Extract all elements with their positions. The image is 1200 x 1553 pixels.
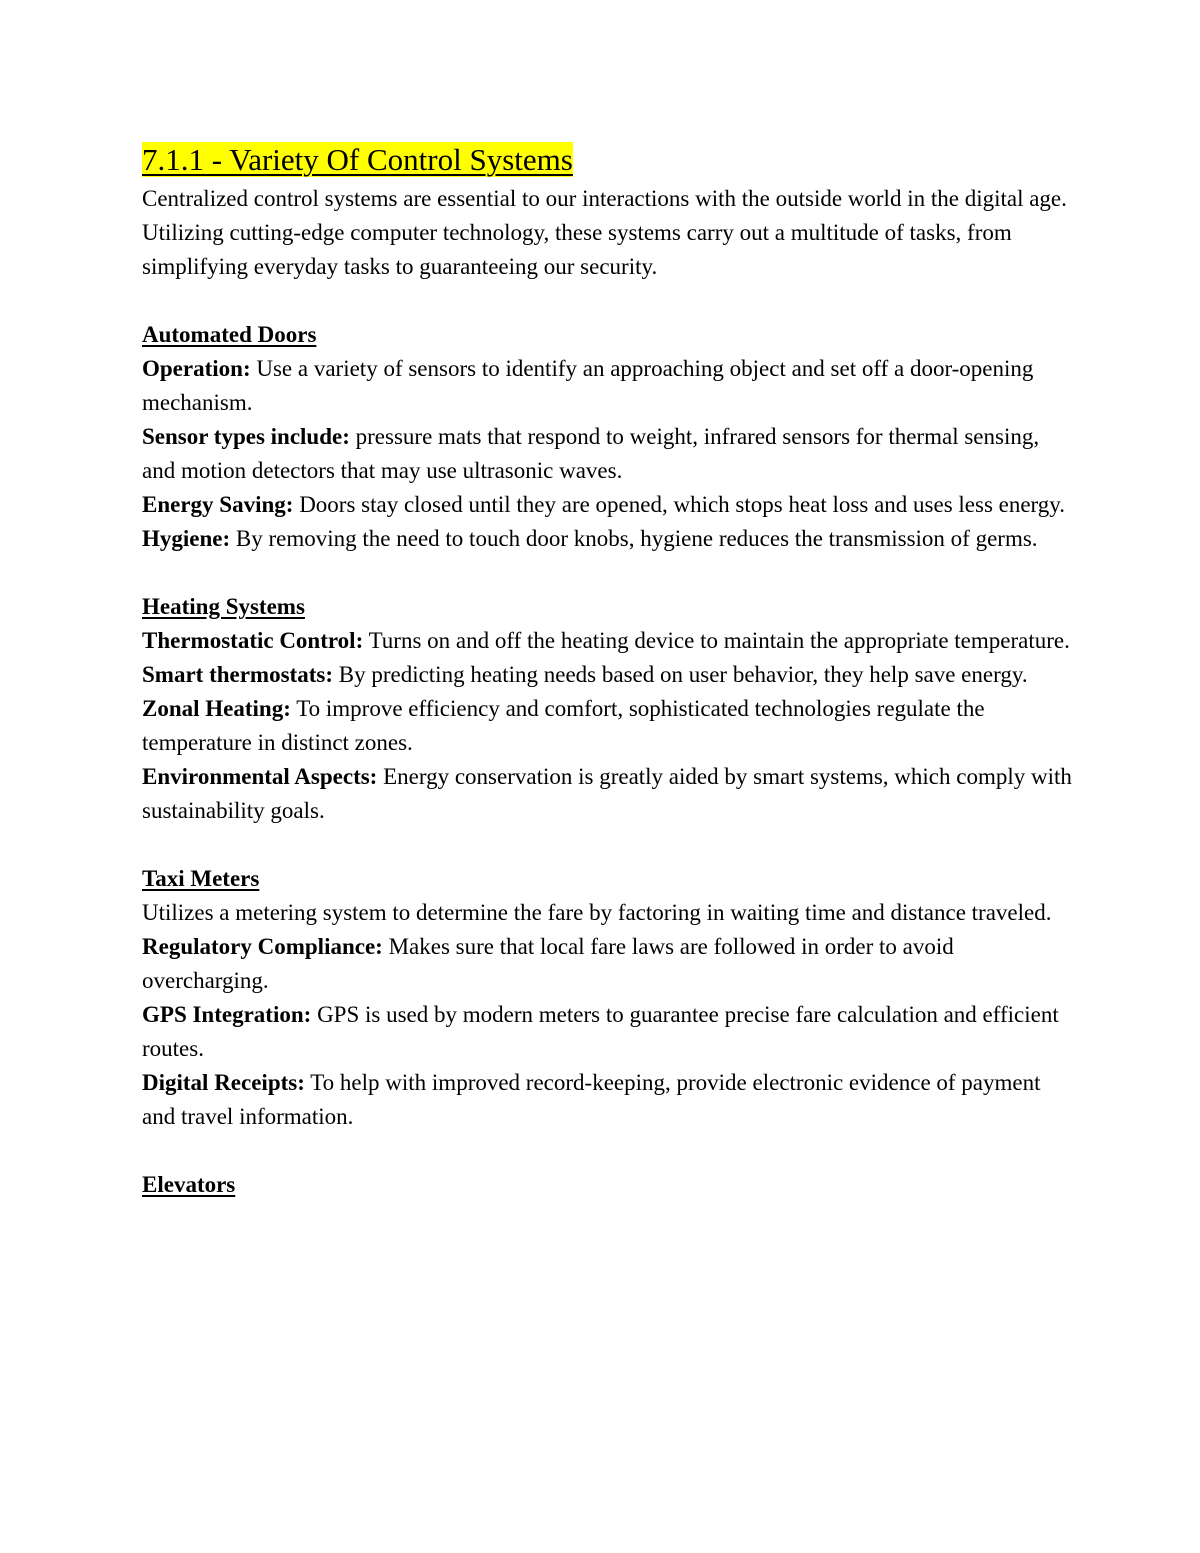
document-content: [142, 140, 1072, 1202]
definition-text: Doors stay closed until they are opened, which stops heat loss and uses less energy.: [293, 492, 1066, 517]
definition-item: [142, 522, 1072, 556]
definition-term: GPS Integration:: [142, 1002, 312, 1027]
document-title-highlight: 7.1.1 - Variety Of Control Systems: [142, 142, 573, 177]
definition-term: Smart thermostats:: [142, 662, 333, 687]
definition-term: Thermostatic Control:: [142, 628, 364, 653]
section-heading-taxi-meters: Taxi Meters: [142, 866, 260, 891]
definition-text: By predicting heating needs based on user behavior, they help save energy.: [332, 662, 1028, 687]
definition-item: [142, 930, 1072, 998]
definition-text: GPS is used by modern meters to guarantee precise fare calculation and efficient routes.: [142, 1002, 1059, 1061]
definition-term: Regulatory Compliance:: [142, 934, 383, 959]
definition-text: By removing the need to touch door knobs, hygiene reduces the transmission of germs.: [230, 526, 1038, 551]
definition-item: [142, 488, 1072, 522]
section-heading-heating-systems: Heating Systems: [142, 594, 305, 619]
definition-text: pressure mats that respond to weight, infrared sensors for thermal sensing, and motion detectors that may use ultrasonic waves.: [142, 424, 1040, 483]
definition-term: Sensor types include:: [142, 424, 350, 449]
definition-item: [142, 998, 1072, 1066]
definition-item: [142, 760, 1072, 828]
definition-text: Energy conservation is greatly aided by smart systems, which comply with sustainability goals.: [142, 764, 1072, 823]
paragraph-spacer: [142, 284, 1072, 318]
definition-term: Energy Saving:: [142, 492, 294, 517]
section-intro: Utilizes a metering system to determine the fare by factoring in waiting time and distance traveled.: [142, 900, 1052, 925]
definition-term: Hygiene:: [142, 526, 231, 551]
definition-term: Digital Receipts:: [142, 1070, 305, 1095]
definition-text: Makes sure that local fare laws are followed in order to avoid overcharging.: [142, 934, 954, 993]
definition-item: [142, 624, 1072, 658]
definition-text: To improve efficiency and comfort, sophisticated technologies regulate the temperature in distinct zones.: [142, 696, 985, 755]
definition-item: [142, 420, 1072, 488]
intro-paragraph: Centralized control systems are essential to our interactions with the outside world in the digital age. Utilizing cutting-edge computer technology, these systems carry out a multitude of tasks, from simplifying everyday tasks to guaranteeing our security.: [142, 186, 1067, 279]
definition-text: To help with improved record-keeping, provide electronic evidence of payment and travel information.: [142, 1070, 1041, 1129]
definition-item: [142, 352, 1072, 420]
paragraph-spacer: [142, 1134, 1072, 1168]
paragraph-spacer: [142, 556, 1072, 590]
section-heading-elevators: Elevators: [142, 1172, 236, 1197]
definition-term: Operation:: [142, 356, 251, 381]
definition-item: [142, 658, 1072, 692]
definition-text: Use a variety of sensors to identify an approaching object and set off a door-opening mechanism.: [142, 356, 1034, 415]
definition-item: [142, 1066, 1072, 1134]
definition-term: Environmental Aspects:: [142, 764, 378, 789]
definition-text: Turns on and off the heating device to maintain the appropriate temperature.: [363, 628, 1070, 653]
paragraph-spacer: [142, 828, 1072, 862]
section-heading-automated-doors: Automated Doors: [142, 322, 317, 347]
definition-term: Zonal Heating:: [142, 696, 291, 721]
document-title: [142, 140, 1072, 180]
definition-item: [142, 692, 1072, 760]
